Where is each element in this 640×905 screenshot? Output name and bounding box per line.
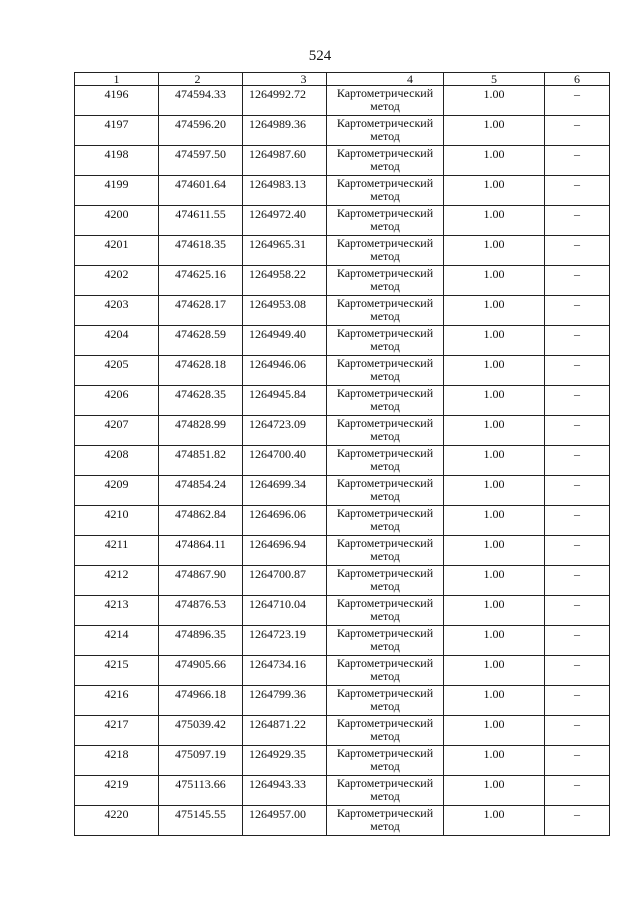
- x-coordinate-cell: 474628.35: [159, 386, 243, 416]
- method-cell: [327, 656, 444, 686]
- point-number-cell: 4199: [75, 176, 159, 206]
- method-cell: [327, 776, 444, 806]
- y-coordinate-cell: 1264983.13: [243, 176, 327, 206]
- column-header: 6: [545, 73, 610, 86]
- method-label-line1: Картометрический: [336, 146, 434, 160]
- page-number: 524: [308, 48, 332, 64]
- accuracy-cell: 1.00: [444, 536, 545, 566]
- method-cell: [327, 566, 444, 596]
- x-coordinate-cell: 475113.66: [159, 776, 243, 806]
- dash-cell: –: [545, 536, 610, 566]
- accuracy-cell: 1.00: [444, 716, 545, 746]
- method-label-line1: Картометрический: [336, 596, 434, 610]
- method-cell: [327, 86, 444, 116]
- table-row: [75, 716, 610, 746]
- table-row: [75, 626, 610, 656]
- method-cell: [327, 416, 444, 446]
- point-number-cell: 4210: [75, 506, 159, 536]
- y-coordinate-cell: 1264710.04: [243, 596, 327, 626]
- y-coordinate-cell: 1264734.16: [243, 656, 327, 686]
- table-row: [75, 806, 610, 836]
- accuracy-cell: 1.00: [444, 776, 545, 806]
- dash-cell: –: [545, 116, 610, 146]
- table-row: [75, 176, 610, 206]
- dash-cell: –: [545, 776, 610, 806]
- point-number-cell: 4213: [75, 596, 159, 626]
- method-label-line1: Картометрический: [336, 356, 434, 370]
- method-label-line1: Картометрический: [336, 176, 434, 190]
- method-label-line2: метод: [370, 429, 400, 443]
- x-coordinate-cell: 474596.20: [159, 116, 243, 146]
- method-label-line1: Картометрический: [336, 386, 434, 400]
- method-label-line2: метод: [370, 369, 400, 383]
- table-body: [75, 86, 610, 836]
- accuracy-cell: 1.00: [444, 806, 545, 836]
- accuracy-cell: 1.00: [444, 356, 545, 386]
- table-row: [75, 116, 610, 146]
- y-coordinate-cell: 1264946.06: [243, 356, 327, 386]
- point-number-cell: 4216: [75, 686, 159, 716]
- table-row: [75, 596, 610, 626]
- method-label-line1: Картометрический: [336, 326, 434, 340]
- method-label-line2: метод: [370, 249, 400, 263]
- method-label-line1: Картометрический: [336, 236, 434, 250]
- method-label-line2: метод: [370, 129, 400, 143]
- dash-cell: –: [545, 806, 610, 836]
- table-row: [75, 776, 610, 806]
- y-coordinate-cell: 1264723.19: [243, 626, 327, 656]
- x-coordinate-cell: 474618.35: [159, 236, 243, 266]
- point-number-cell: 4219: [75, 776, 159, 806]
- point-number-cell: 4209: [75, 476, 159, 506]
- accuracy-cell: 1.00: [444, 86, 545, 116]
- table-row: [75, 146, 610, 176]
- table-row: [75, 536, 610, 566]
- dash-cell: –: [545, 476, 610, 506]
- method-cell: [327, 236, 444, 266]
- method-label-line1: Картометрический: [336, 506, 434, 520]
- coordinates-table: [74, 72, 610, 836]
- method-cell: [327, 176, 444, 206]
- x-coordinate-cell: 474597.50: [159, 146, 243, 176]
- y-coordinate-cell: 1264957.00: [243, 806, 327, 836]
- method-label-line2: метод: [370, 159, 400, 173]
- point-number-cell: 4202: [75, 266, 159, 296]
- x-coordinate-cell: 474864.11: [159, 536, 243, 566]
- table-row: [75, 476, 610, 506]
- method-label-line2: метод: [370, 729, 400, 743]
- accuracy-cell: 1.00: [444, 746, 545, 776]
- method-cell: [327, 476, 444, 506]
- x-coordinate-cell: 475097.19: [159, 746, 243, 776]
- accuracy-cell: 1.00: [444, 296, 545, 326]
- method-label-line2: метод: [370, 279, 400, 293]
- method-label-line2: метод: [370, 309, 400, 323]
- x-coordinate-cell: 474628.17: [159, 296, 243, 326]
- x-coordinate-cell: 474628.18: [159, 356, 243, 386]
- method-label-line2: метод: [370, 519, 400, 533]
- method-cell: [327, 356, 444, 386]
- x-coordinate-cell: 474867.90: [159, 566, 243, 596]
- y-coordinate-cell: 1264871.22: [243, 716, 327, 746]
- x-coordinate-cell: 474828.99: [159, 416, 243, 446]
- method-cell: [327, 206, 444, 236]
- table-row: [75, 236, 610, 266]
- accuracy-cell: 1.00: [444, 566, 545, 596]
- method-label-line2: метод: [370, 639, 400, 653]
- accuracy-cell: 1.00: [444, 386, 545, 416]
- point-number-cell: 4207: [75, 416, 159, 446]
- table-row: [75, 446, 610, 476]
- point-number-cell: 4220: [75, 806, 159, 836]
- method-cell: [327, 446, 444, 476]
- y-coordinate-cell: 1264953.08: [243, 296, 327, 326]
- table-row: [75, 656, 610, 686]
- point-number-cell: 4200: [75, 206, 159, 236]
- x-coordinate-cell: 474966.18: [159, 686, 243, 716]
- point-number-cell: 4211: [75, 536, 159, 566]
- method-cell: [327, 626, 444, 656]
- method-label-line2: метод: [370, 399, 400, 413]
- y-coordinate-cell: 1264945.84: [243, 386, 327, 416]
- dash-cell: –: [545, 596, 610, 626]
- y-coordinate-cell: 1264699.34: [243, 476, 327, 506]
- x-coordinate-cell: 474601.64: [159, 176, 243, 206]
- point-number-cell: 4197: [75, 116, 159, 146]
- point-number-cell: 4201: [75, 236, 159, 266]
- accuracy-cell: 1.00: [444, 326, 545, 356]
- method-label-line2: метод: [370, 819, 400, 833]
- point-number-cell: 4196: [75, 86, 159, 116]
- x-coordinate-cell: 474896.35: [159, 626, 243, 656]
- method-label-line2: метод: [370, 339, 400, 353]
- x-coordinate-cell: 474611.55: [159, 206, 243, 236]
- method-cell: [327, 326, 444, 356]
- method-label-line1: Картометрический: [336, 206, 434, 220]
- y-coordinate-cell: 1264700.40: [243, 446, 327, 476]
- method-label-line1: Картометрический: [336, 806, 434, 820]
- y-coordinate-cell: 1264972.40: [243, 206, 327, 236]
- method-label-line2: метод: [370, 789, 400, 803]
- dash-cell: –: [545, 356, 610, 386]
- table-row: [75, 566, 610, 596]
- y-coordinate-cell: 1264987.60: [243, 146, 327, 176]
- method-label-line2: метод: [370, 219, 400, 233]
- method-cell: [327, 686, 444, 716]
- method-label-line1: Картометрический: [336, 476, 434, 490]
- method-cell: [327, 746, 444, 776]
- accuracy-cell: 1.00: [444, 116, 545, 146]
- method-label-line1: Картометрический: [336, 536, 434, 550]
- dash-cell: –: [545, 506, 610, 536]
- point-number-cell: 4218: [75, 746, 159, 776]
- point-number-cell: 4205: [75, 356, 159, 386]
- method-label-line2: метод: [370, 699, 400, 713]
- method-label-line1: Картометрический: [336, 116, 434, 130]
- method-label-line1: Картометрический: [336, 626, 434, 640]
- dash-cell: –: [545, 566, 610, 596]
- point-number-cell: 4198: [75, 146, 159, 176]
- method-cell: [327, 386, 444, 416]
- method-cell: [327, 806, 444, 836]
- method-label-line2: метод: [370, 549, 400, 563]
- method-cell: [327, 146, 444, 176]
- point-number-cell: 4208: [75, 446, 159, 476]
- accuracy-cell: 1.00: [444, 176, 545, 206]
- x-coordinate-cell: 474854.24: [159, 476, 243, 506]
- method-cell: [327, 716, 444, 746]
- table-row: [75, 356, 610, 386]
- dash-cell: –: [545, 626, 610, 656]
- point-number-cell: 4214: [75, 626, 159, 656]
- y-coordinate-cell: 1264989.36: [243, 116, 327, 146]
- dash-cell: –: [545, 266, 610, 296]
- x-coordinate-cell: 474628.59: [159, 326, 243, 356]
- dash-cell: –: [545, 746, 610, 776]
- x-coordinate-cell: 474594.33: [159, 86, 243, 116]
- y-coordinate-cell: 1264799.36: [243, 686, 327, 716]
- dash-cell: –: [545, 326, 610, 356]
- method-label-line2: метод: [370, 759, 400, 773]
- method-label-line1: Картометрический: [336, 656, 434, 670]
- dash-cell: –: [545, 716, 610, 746]
- method-label-line2: метод: [370, 669, 400, 683]
- x-coordinate-cell: 475145.55: [159, 806, 243, 836]
- column-header: 4: [327, 73, 444, 86]
- method-label-line1: Картометрический: [336, 86, 434, 100]
- x-coordinate-cell: 474851.82: [159, 446, 243, 476]
- dash-cell: –: [545, 656, 610, 686]
- accuracy-cell: 1.00: [444, 416, 545, 446]
- point-number-cell: 4215: [75, 656, 159, 686]
- table-row: [75, 386, 610, 416]
- column-header: 2: [159, 73, 243, 86]
- y-coordinate-cell: 1264696.94: [243, 536, 327, 566]
- method-label-line1: Картометрический: [336, 716, 434, 730]
- table-row: [75, 86, 610, 116]
- table-row: [75, 506, 610, 536]
- method-cell: [327, 116, 444, 146]
- point-number-cell: 4217: [75, 716, 159, 746]
- accuracy-cell: 1.00: [444, 236, 545, 266]
- accuracy-cell: 1.00: [444, 266, 545, 296]
- accuracy-cell: 1.00: [444, 506, 545, 536]
- method-label-line1: Картометрический: [336, 776, 434, 790]
- table-row: [75, 416, 610, 446]
- x-coordinate-cell: 474905.66: [159, 656, 243, 686]
- y-coordinate-cell: 1264723.09: [243, 416, 327, 446]
- table-row: [75, 746, 610, 776]
- method-label-line1: Картометрический: [336, 566, 434, 580]
- point-number-cell: 4204: [75, 326, 159, 356]
- method-label-line2: метод: [370, 579, 400, 593]
- method-cell: [327, 266, 444, 296]
- dash-cell: –: [545, 236, 610, 266]
- method-label-line2: метод: [370, 99, 400, 113]
- point-number-cell: 4212: [75, 566, 159, 596]
- method-label-line2: метод: [370, 459, 400, 473]
- dash-cell: –: [545, 86, 610, 116]
- method-label-line1: Картометрический: [336, 416, 434, 430]
- accuracy-cell: 1.00: [444, 206, 545, 236]
- column-header: 5: [444, 73, 545, 86]
- column-header: 3: [243, 73, 327, 86]
- dash-cell: –: [545, 686, 610, 716]
- method-label-line2: метод: [370, 609, 400, 623]
- y-coordinate-cell: 1264949.40: [243, 326, 327, 356]
- y-coordinate-cell: 1264965.31: [243, 236, 327, 266]
- method-label-line2: метод: [370, 489, 400, 503]
- y-coordinate-cell: 1264992.72: [243, 86, 327, 116]
- y-coordinate-cell: 1264696.06: [243, 506, 327, 536]
- method-cell: [327, 506, 444, 536]
- method-cell: [327, 296, 444, 326]
- column-header: 1: [75, 73, 159, 86]
- accuracy-cell: 1.00: [444, 476, 545, 506]
- method-cell: [327, 536, 444, 566]
- method-label-line1: Картометрический: [336, 296, 434, 310]
- method-label-line1: Картометрический: [336, 446, 434, 460]
- method-label-line1: Картометрический: [336, 746, 434, 760]
- y-coordinate-cell: 1264958.22: [243, 266, 327, 296]
- dash-cell: –: [545, 416, 610, 446]
- y-coordinate-cell: 1264700.87: [243, 566, 327, 596]
- dash-cell: –: [545, 296, 610, 326]
- dash-cell: –: [545, 446, 610, 476]
- method-label-line2: метод: [370, 189, 400, 203]
- accuracy-cell: 1.00: [444, 146, 545, 176]
- accuracy-cell: 1.00: [444, 656, 545, 686]
- dash-cell: –: [545, 176, 610, 206]
- accuracy-cell: 1.00: [444, 596, 545, 626]
- x-coordinate-cell: 474876.53: [159, 596, 243, 626]
- method-label-line1: Картометрический: [336, 266, 434, 280]
- accuracy-cell: 1.00: [444, 626, 545, 656]
- dash-cell: –: [545, 386, 610, 416]
- accuracy-cell: 1.00: [444, 686, 545, 716]
- y-coordinate-cell: 1264929.35: [243, 746, 327, 776]
- y-coordinate-cell: 1264943.33: [243, 776, 327, 806]
- table-row: [75, 266, 610, 296]
- header-row: [75, 73, 610, 86]
- table-header: [75, 73, 610, 86]
- accuracy-cell: 1.00: [444, 446, 545, 476]
- x-coordinate-cell: 474625.16: [159, 266, 243, 296]
- dash-cell: –: [545, 146, 610, 176]
- method-label-line1: Картометрический: [336, 686, 434, 700]
- x-coordinate-cell: 474862.84: [159, 506, 243, 536]
- table-row: [75, 206, 610, 236]
- dash-cell: –: [545, 206, 610, 236]
- point-number-cell: 4206: [75, 386, 159, 416]
- table-row: [75, 326, 610, 356]
- table-row: [75, 296, 610, 326]
- method-cell: [327, 596, 444, 626]
- table-row: [75, 686, 610, 716]
- point-number-cell: 4203: [75, 296, 159, 326]
- x-coordinate-cell: 475039.42: [159, 716, 243, 746]
